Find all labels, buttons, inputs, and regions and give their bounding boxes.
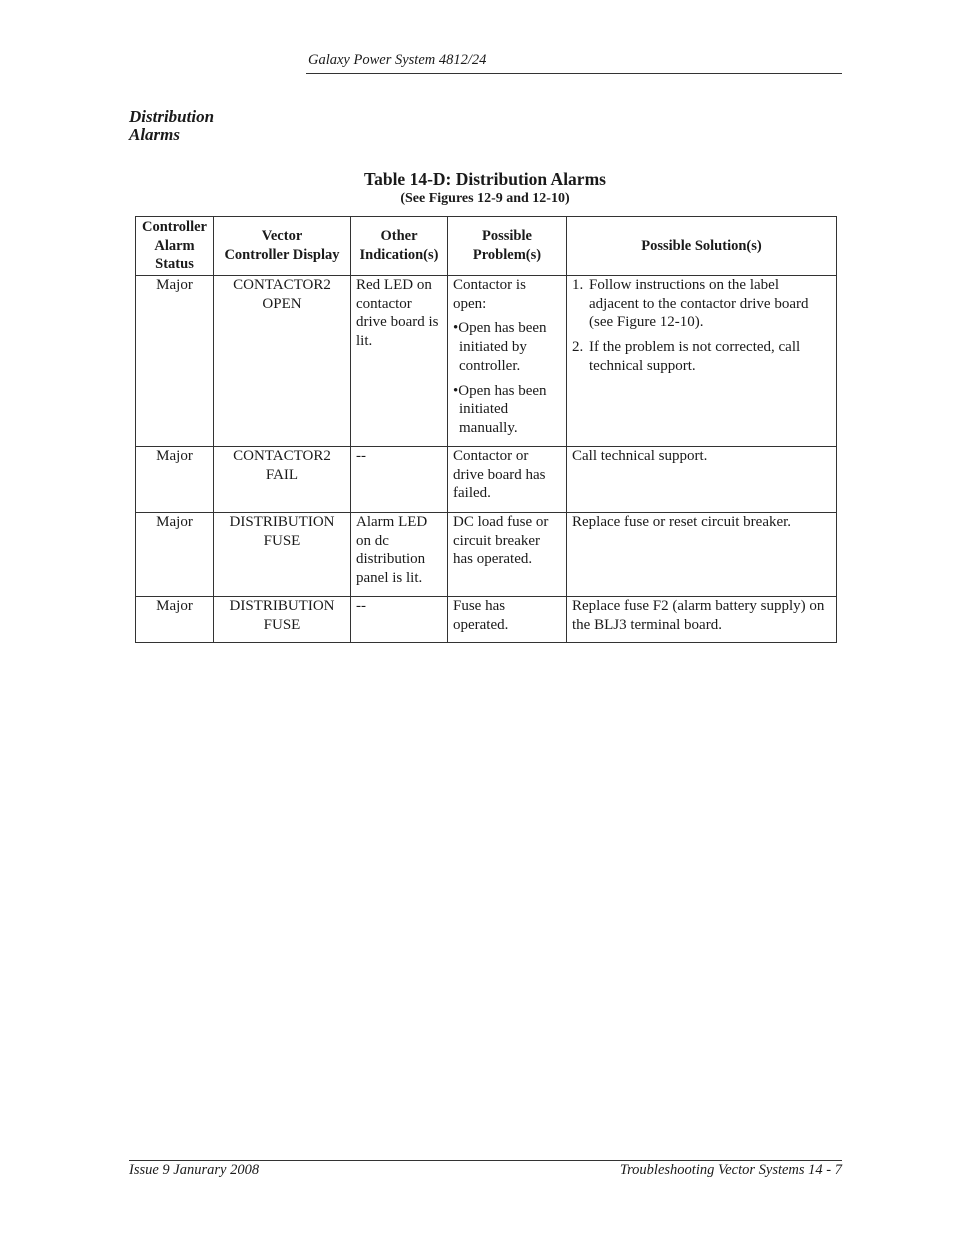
- table-header-row: [136, 217, 837, 276]
- alarm-status-cell: Major: [136, 513, 214, 597]
- column-header-other-indications: Other Indication(s): [351, 217, 448, 276]
- column-header-possible-solutions: Possible Solution(s): [567, 217, 837, 276]
- table-title: Table 14-D: Distribution Alarms: [364, 169, 606, 189]
- possible-solution-cell: Call technical support.: [567, 447, 837, 513]
- footer-page-label: Troubleshooting Vector Systems 14 - 7: [619, 1162, 842, 1178]
- possible-solution-cell: Replace fuse or reset circuit breaker.: [567, 513, 837, 597]
- problem-bullet: •Open has been initiated manually.: [453, 382, 547, 436]
- solution-step: 1. Follow instructions on the label adjacent to the contactor drive board (see Figure 12-10).: [572, 277, 809, 331]
- controller-display-cell: DISTRIBUTION FUSE: [214, 597, 351, 643]
- other-indication-cell: Alarm LED on dc distribution panel is lit.: [351, 513, 448, 597]
- header-rule: [306, 73, 842, 74]
- possible-problem-cell: Contactor is open: •Open has been initiated by controller. •Open has been initiated manually.: [448, 276, 567, 447]
- controller-display-cell: CONTACTOR2 FAIL: [214, 447, 351, 513]
- possible-problem-cell: Contactor or drive board has failed.: [448, 447, 567, 513]
- alarm-status-cell: Major: [136, 276, 214, 447]
- alarm-status-cell: Major: [136, 597, 214, 643]
- table-row: [136, 276, 837, 447]
- problem-bullet: •Open has been initiated by controller.: [453, 320, 547, 374]
- section-heading-line2: Alarms: [129, 125, 181, 144]
- other-indication-cell: Red LED on contactor drive board is lit.: [351, 276, 448, 447]
- table-row: [136, 447, 837, 513]
- table-row: [136, 513, 837, 597]
- footer-issue-date: Issue 9 Janurary 2008: [129, 1162, 260, 1178]
- other-indication-cell: --: [351, 447, 448, 513]
- distribution-alarms-table: [135, 216, 837, 643]
- solution-step: 2. If the problem is not corrected, call technical support.: [572, 339, 801, 374]
- possible-solution-cell: Replace fuse F2 (alarm battery supply) on the BLJ3 terminal board.: [567, 597, 837, 643]
- section-heading: [129, 108, 214, 144]
- controller-display-cell: DISTRIBUTION FUSE: [214, 513, 351, 597]
- table-subtitle: (See Figures 12-9 and 12-10): [400, 191, 570, 206]
- possible-problem-cell: Fuse has operated.: [448, 597, 567, 643]
- table-row: [136, 597, 837, 643]
- possible-problem-cell: DC load fuse or circuit breaker has operated.: [448, 513, 567, 597]
- column-header-possible-problems: Possible Problem(s): [448, 217, 567, 276]
- controller-display-cell: CONTACTOR2 OPEN: [214, 276, 351, 447]
- section-heading-line1: Distribution: [129, 107, 215, 126]
- column-header-alarm-status: Controller Alarm Status: [136, 217, 214, 276]
- footer-rule: [129, 1160, 842, 1161]
- column-header-controller-display: Vector Controller Display: [214, 217, 351, 276]
- other-indication-cell: --: [351, 597, 448, 643]
- alarm-status-cell: Major: [136, 447, 214, 513]
- running-header: Galaxy Power System 4812/24: [308, 52, 487, 68]
- possible-solution-cell: [567, 276, 837, 447]
